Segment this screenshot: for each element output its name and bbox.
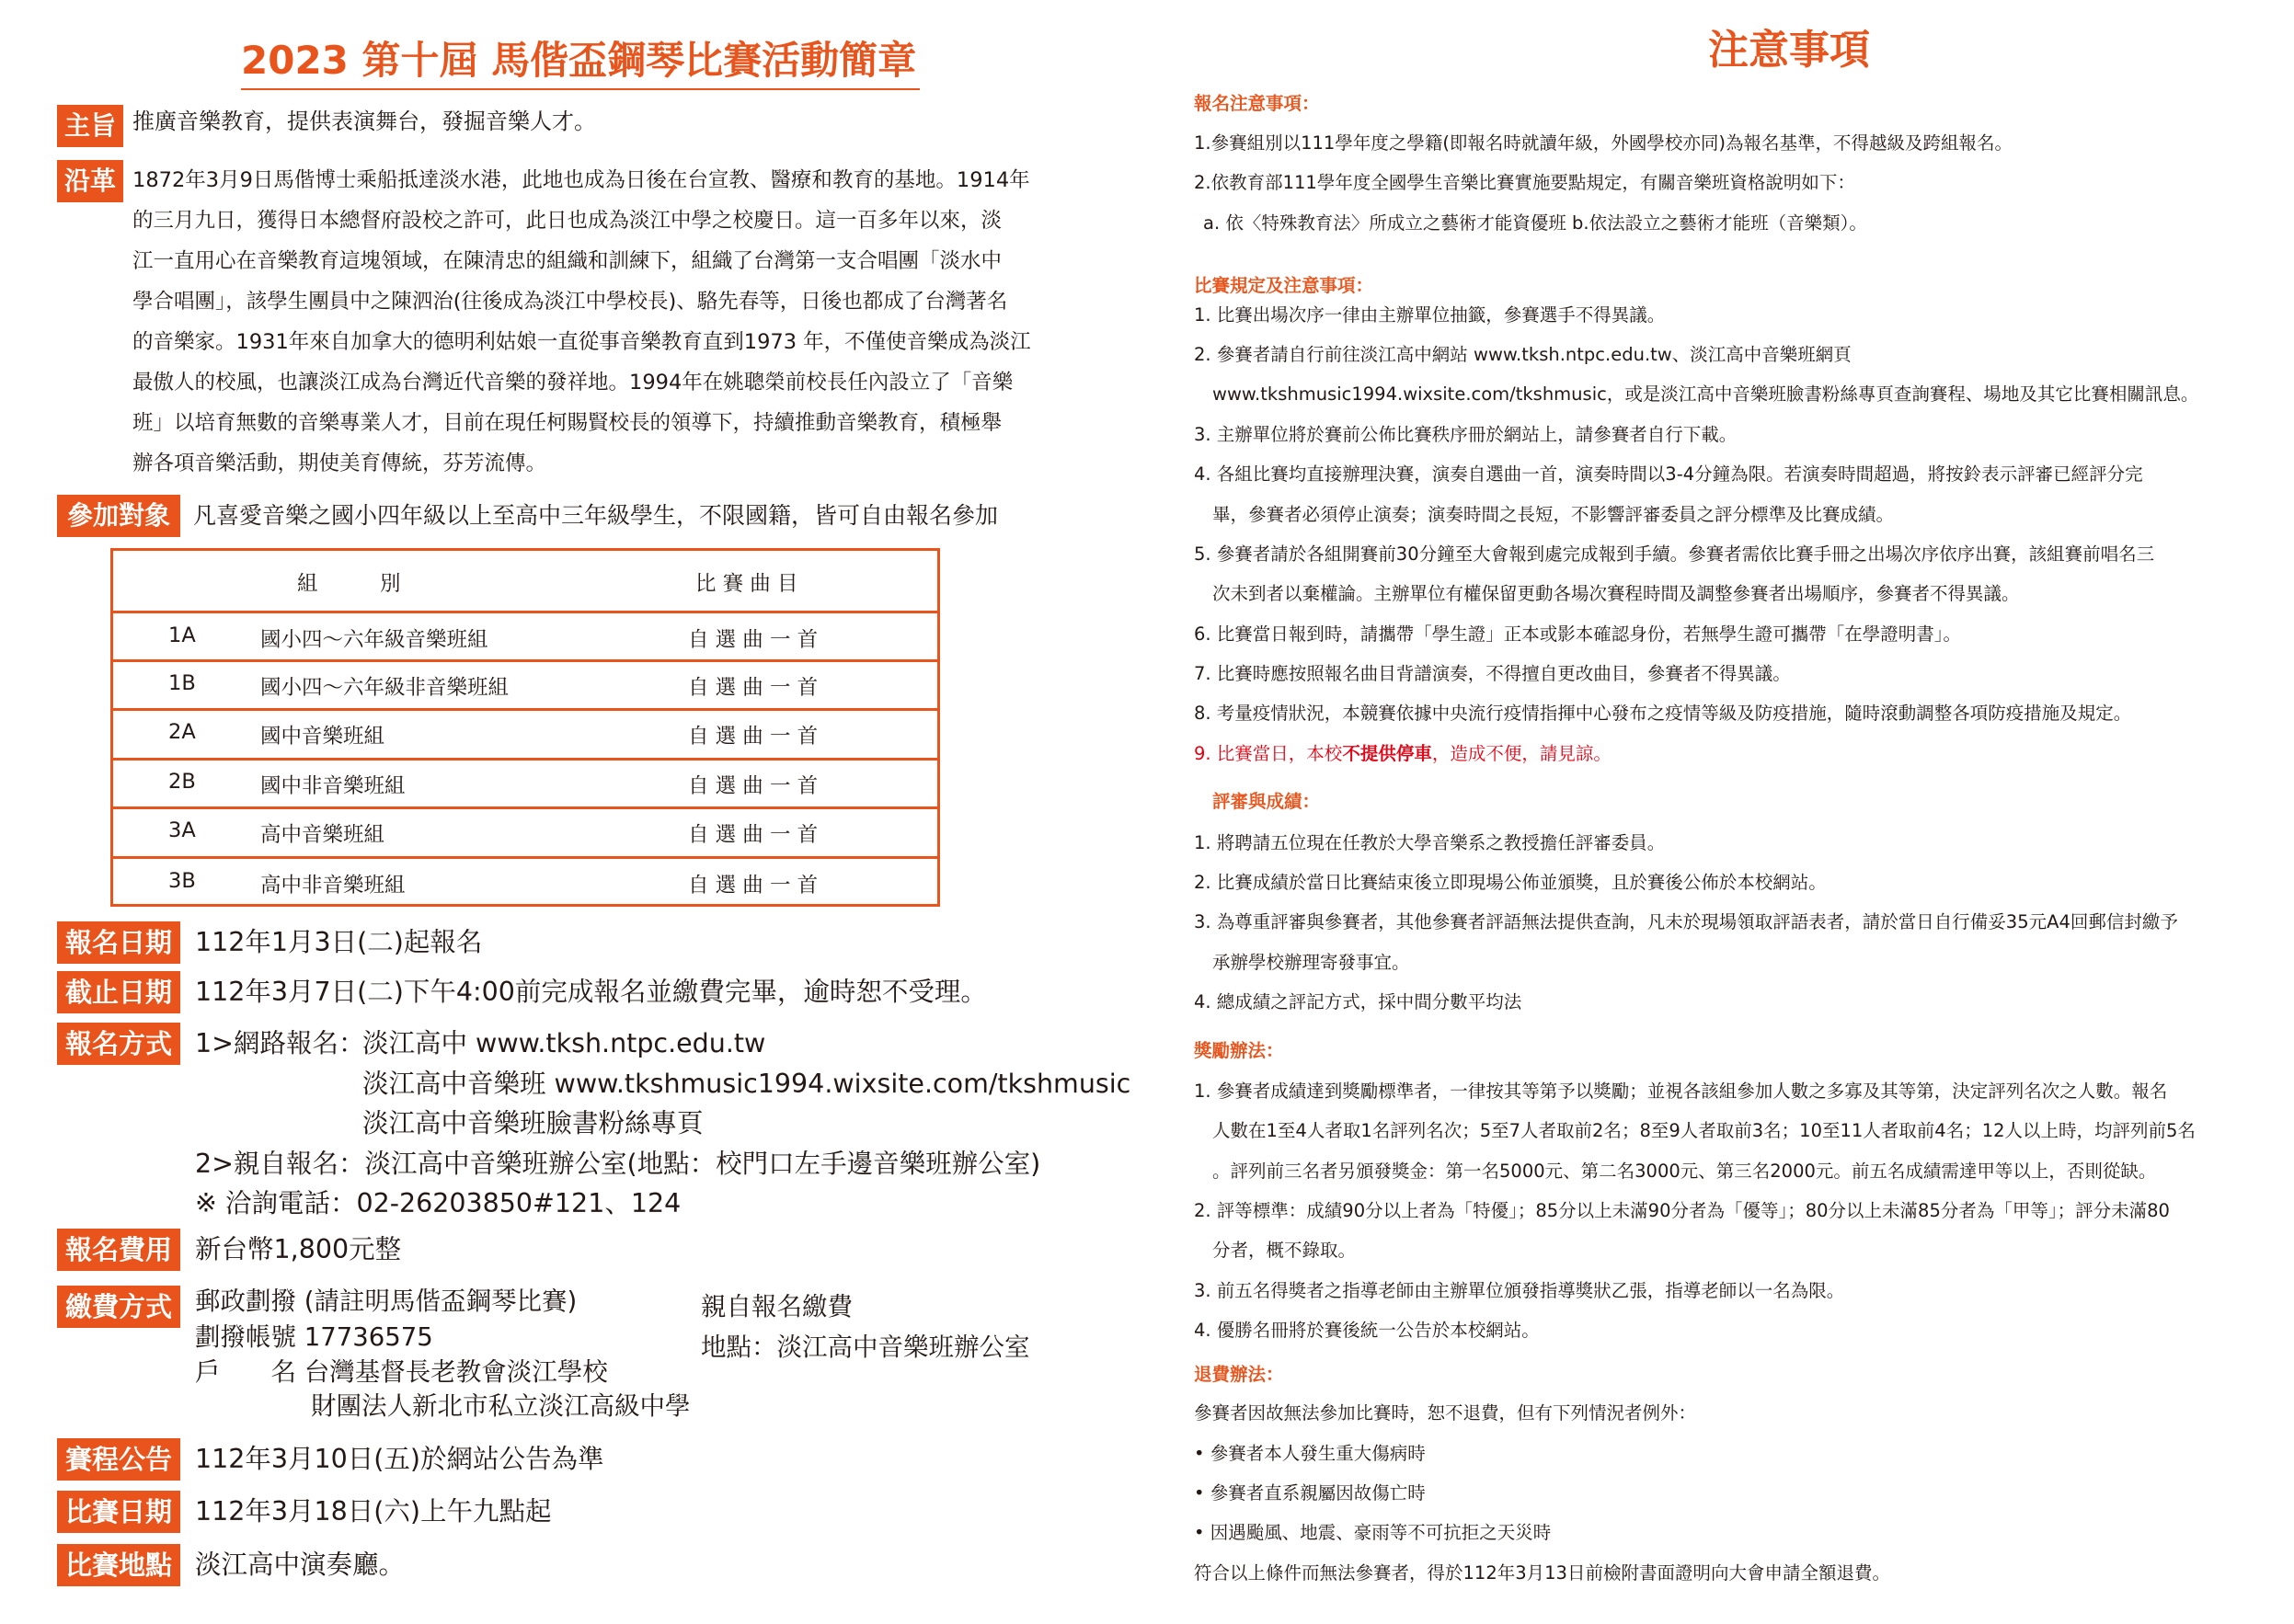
- table-divider: [113, 659, 937, 662]
- refund-3: • 參賽者直系親屬因故傷亡時: [1194, 1482, 1426, 1504]
- rule-7: 7. 比賽時應按照報名曲目背譜演奏，不得擅自更改曲目，參賽者不得異議。: [1194, 663, 1791, 684]
- payment-location: 地點：淡江高中音樂班辦公室: [701, 1332, 1030, 1362]
- group-name: 國小四～六年級非音樂班組: [260, 676, 510, 700]
- awards-3: 3. 前五名得獎者之指導老師由主辦單位頒發指導獎狀乙張，指導老師以一名為限。: [1194, 1280, 1845, 1301]
- group-code: 2B: [168, 770, 196, 794]
- title-underline: [241, 88, 920, 90]
- header-group: 組 別: [297, 572, 401, 596]
- refund-1: 參賽者因故無法參加比賽時，恕不退費，但有下列情況者例外：: [1194, 1402, 1697, 1424]
- table-divider: [113, 806, 937, 809]
- judging-4: 4. 總成績之評記方式，採中間分數平均法: [1194, 991, 1522, 1012]
- deadline-text: 112年3月7日(二)下午4:00前完成報名並繳費完畢，逾時恕不受理。: [195, 977, 987, 1007]
- group-name: 高中音樂班組: [260, 823, 385, 847]
- refund-2: • 參賽者本人發生重大傷病時: [1194, 1443, 1426, 1464]
- registration-note-3: a. 依〈特殊教育法〉所成立之藝術才能資優班 b.依法設立之藝術才能班（音樂類）。: [1203, 212, 1867, 234]
- registration-note-2: 2.依教育部111學年度全國學生音樂比賽實施要點規定，有關音樂班資格說明如下：: [1194, 172, 1855, 193]
- rule-2-cont: www.tkshmusic1994.wixsite.com/tkshmusic，或是淡江高中音樂班臉書粉絲專頁查詢賽程、場地及其它比賽相關訊息。: [1212, 383, 2199, 405]
- fee-tag: 報名費用: [57, 1229, 180, 1271]
- awards-1-cont: 人數在1至4人者取1名評列名次；5至7人者取前2名；8至9人者取前3名；10至11人者取前4名；12人以上時，均評列前5名: [1212, 1120, 2196, 1141]
- purpose-text: 推廣音樂教育，提供表演舞台，發掘音樂人才。: [132, 109, 596, 134]
- awards-heading: 獎勵辦法：: [1194, 1040, 1284, 1061]
- online-link-music-class[interactable]: 淡江高中音樂班 www.tkshmusic1994.wixsite.com/tkshmusic: [362, 1069, 1131, 1099]
- group-name: 國小四～六年級音樂班組: [260, 628, 488, 652]
- group-code: 1A: [168, 623, 196, 647]
- history-line: 班」以培育無數的音樂專業人才，目前在現任柯賜賢校長的領導下，持續推動音樂教育，積極舉: [132, 411, 1003, 435]
- payment-postal: 郵政劃撥 (請註明馬偕盃鋼琴比賽): [195, 1287, 578, 1316]
- rule-9-suffix: ，造成不便，請見諒。: [1431, 743, 1612, 764]
- table-divider: [113, 708, 937, 711]
- history-line: 最傲人的校風，也讓淡江成為台灣近代音樂的發祥地。1994年在姚聰榮前校長任內設立了「音樂: [132, 371, 1014, 395]
- rule-3: 3. 主辦單位將於賽前公佈比賽秩序冊於網站上，請參賽者自行下載。: [1194, 424, 1738, 445]
- rule-5-cont: 次未到者以棄權論。主辦單位有權保留更動各場次賽程時間及調整參賽者出場順序，參賽者不得異議。: [1212, 583, 2020, 604]
- awards-1: 1. 參賽者成績達到獎勵標準者，一律按其等第予以獎勵；並視各該組參加人數之多寡及其等第，決定評列名次之人數。報名: [1194, 1081, 2168, 1102]
- participants-text: 凡喜愛音樂之國小四年級以上至高中三年級學生，不限國籍，皆可自由報名參加: [193, 502, 999, 529]
- group-piece: 自 選 曲 一 首: [688, 628, 819, 652]
- group-name: 高中非音樂班組: [260, 874, 406, 898]
- fee-text: 新台幣1,800元整: [195, 1234, 402, 1264]
- online-facebook-page: 淡江高中音樂班臉書粉絲專頁: [362, 1108, 704, 1138]
- group-code: 1B: [168, 671, 196, 695]
- rule-4-cont: 畢，參賽者必須停止演奏；演奏時間之長短，不影響評審委員之評分標準及比賽成績。: [1212, 504, 1895, 525]
- group-piece: 自 選 曲 一 首: [688, 874, 819, 898]
- history-tag: 沿革: [57, 160, 123, 202]
- judging-heading: 評審與成績：: [1212, 791, 1321, 812]
- judging-2: 2. 比賽成績於當日比賽結束後立即現場公佈並頒獎，且於賽後公佈於本校網站。: [1194, 872, 1827, 893]
- online-registration-label: 1>網路報名：: [195, 1028, 365, 1058]
- history-line: 的三月九日，獲得日本總督府設校之許可，此日也成為淡江中學之校慶日。這一百多年以來，淡: [132, 209, 1003, 233]
- rules-heading: 比賽規定及注意事項：: [1194, 275, 1374, 296]
- group-name: 國中音樂班組: [260, 725, 385, 749]
- history-line: 1872年3月9日馬偕博士乘船抵達淡水港，此地也成為日後在台宣教、醫療和教育的基地。1914年: [132, 168, 1030, 192]
- judging-3-cont: 承辦學校辦理寄發事宜。: [1212, 952, 1410, 973]
- rule-9-prefix: 9. 比賽當日，本校: [1194, 743, 1343, 764]
- judging-3: 3. 為尊重評審與參賽者，其他參賽者評語無法提供查詢，凡未於現場領取評語表者，請於當日自行備妥35元A4回郵信封繳予: [1194, 911, 2178, 932]
- group-piece: 自 選 曲 一 首: [688, 774, 819, 798]
- rule-1: 1. 比賽出場次序一律由主辦單位抽籤，參賽選手不得異議。: [1194, 304, 1666, 326]
- group-code: 3A: [168, 818, 196, 842]
- competition-date-tag: 比賽日期: [57, 1491, 180, 1533]
- payment-holder-org: 財團法人新北市私立淡江高級中學: [311, 1391, 691, 1421]
- group-code: 2A: [168, 720, 196, 744]
- participants-tag: 參加對象: [57, 495, 180, 537]
- rule-5: 5. 參賽者請於各組開賽前30分鐘至大會報到處完成報到手續。參賽者需依比賽手冊之出場次序依序出賽，該組賽前唱名三: [1194, 543, 2155, 565]
- registration-notes-heading: 報名注意事項：: [1194, 93, 1320, 114]
- groups-table: [110, 548, 940, 907]
- group-piece: 自 選 曲 一 首: [688, 823, 819, 847]
- payment-tag: 繳費方式: [57, 1286, 180, 1328]
- notes-title: 注意事項: [1708, 27, 1870, 74]
- awards-1-cont2: 。評列前三名者另頒發獎金：第一名5000元、第二名3000元、第三名2000元。前五名成績需達甲等以上，否則從缺。: [1212, 1161, 2157, 1182]
- judging-1: 1. 將聘請五位現在任教於大學音樂系之教授擔任評審委員。: [1194, 832, 1666, 853]
- no-parking-text: 不提供停車: [1342, 743, 1432, 764]
- group-piece: 自 選 曲 一 首: [688, 725, 819, 749]
- history-line: 的音樂家。1931年來自加拿大的德明利姑娘一直從事音樂教育直到1973 年，不僅使音樂成為淡江: [132, 330, 1031, 354]
- rule-8: 8. 考量疫情狀況，本競賽依據中央流行疫情指揮中心發布之疫情等級及防疫措施，隨時滾動調整各項防疫措施及規定。: [1194, 703, 2132, 724]
- awards-4: 4. 優勝名冊將於賽後統一公告於本校網站。: [1194, 1320, 1540, 1341]
- payment-holder: 戶 名 台灣基督長老教會淡江學校: [195, 1357, 608, 1387]
- awards-2: 2. 評等標準：成績90分以上者為「特優」；85分以上未滿90分者為「優等」；80分以上未滿85分者為「甲等」；評分未滿80: [1194, 1200, 2170, 1221]
- in-person-registration: 2>親自報名：淡江高中音樂班辦公室(地點：校門口左手邊音樂班辦公室): [195, 1149, 1041, 1179]
- group-name: 國中非音樂班組: [260, 774, 406, 798]
- online-link-school[interactable]: 淡江高中 www.tksh.ntpc.edu.tw: [362, 1028, 766, 1058]
- purpose-tag: 主旨: [57, 105, 123, 147]
- inquiry-phone: ※ 洽詢電話：02-26203850#121、124: [195, 1188, 682, 1218]
- table-divider: [113, 856, 937, 859]
- table-divider: [113, 758, 937, 761]
- history-line: 辦各項音樂活動，期使美育傳統，芬芳流傳。: [132, 452, 547, 475]
- rule-4: 4. 各組比賽均直接辦理決賽，演奏自選曲一首，演奏時間以3-4分鐘為限。若演奏時間超過，將按鈴表示評審已經評分完: [1194, 463, 2143, 485]
- venue-tag: 比賽地點: [57, 1544, 180, 1586]
- table-header: [113, 567, 937, 595]
- payment-account: 劃撥帳號 17736575: [195, 1322, 433, 1352]
- refund-4: • 因遇颱風、地震、豪雨等不可抗拒之天災時: [1194, 1522, 1552, 1543]
- rule-6: 6. 比賽當日報到時，請攜帶「學生證」正本或影本確認身份，若無學生證可攜帶「在學證明書」。: [1194, 623, 1962, 645]
- registration-note-1: 1.參賽組別以111學年度之學籍(即報名時就讀年級，外國學校亦同)為報名基準，不得越級及跨組報名。: [1194, 132, 2013, 154]
- refund-5: 符合以上條件而無法參賽者，得於112年3月13日前檢附書面證明向大會申請全額退費。: [1194, 1562, 1890, 1584]
- registration-date-text: 112年1月3日(二)起報名: [195, 927, 483, 957]
- registration-method-tag: 報名方式: [57, 1023, 180, 1065]
- rule-2: 2. 參賽者請自行前往淡江高中網站 www.tksh.ntpc.edu.tw、淡江高中音樂班網頁: [1194, 344, 1852, 365]
- payment-in-person: 親自報名繳費: [701, 1292, 853, 1321]
- rule-9-parking: [1194, 740, 1612, 768]
- group-code: 3B: [168, 869, 196, 893]
- schedule-tag: 賽程公告: [57, 1438, 180, 1481]
- history-line: 江一直用心在音樂教育這塊領域，在陳清忠的組織和訓練下，組織了台灣第一支合唱團「淡水中: [132, 249, 1003, 273]
- history-line: 學合唱團」，該學生團員中之陳泗治(往後成為淡江中學校長)、駱先春等，日後也都成了台灣著名: [132, 290, 1008, 314]
- deadline-tag: 截止日期: [57, 971, 180, 1013]
- awards-2-cont: 分者，概不錄取。: [1212, 1240, 1357, 1261]
- header-piece: 比 賽 曲 目: [695, 572, 798, 596]
- venue-text: 淡江高中演奏廳。: [195, 1550, 406, 1580]
- registration-date-tag: 報名日期: [57, 921, 180, 964]
- competition-date-text: 112年3月18日(六)上午九點起: [195, 1496, 552, 1527]
- group-piece: 自 選 曲 一 首: [688, 676, 819, 700]
- refund-heading: 退費辦法：: [1194, 1364, 1284, 1385]
- brochure-title: 2023 第十屆 馬偕盃鋼琴比賽活動簡章: [241, 38, 917, 83]
- schedule-text: 112年3月10日(五)於網站公告為準: [195, 1444, 604, 1474]
- table-divider: [113, 611, 937, 613]
